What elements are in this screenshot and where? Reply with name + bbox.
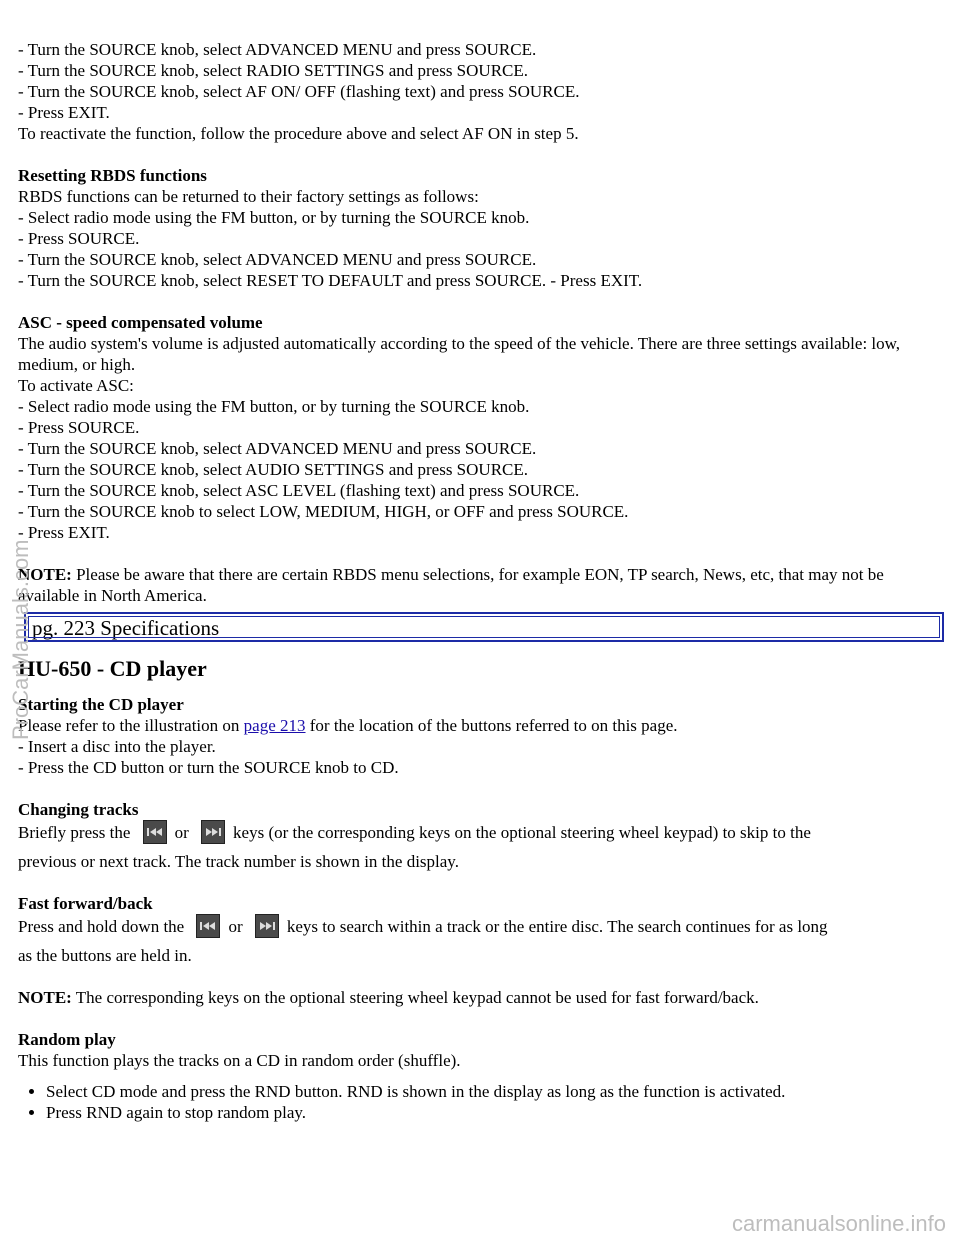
specifications-label: pg. 223 Specifications — [32, 616, 220, 640]
step-line: - Select radio mode using the FM button, or by turning the SOURCE knob. — [18, 208, 530, 227]
skip-back-icon — [196, 914, 220, 938]
step-line: - Turn the SOURCE knob, select ASC LEVEL (flashing text) and press SOURCE. — [18, 481, 580, 500]
reference-line — [18, 715, 938, 736]
step-line: - Select radio mode using the FM button, or by turning the SOURCE knob. — [18, 397, 530, 416]
reference-text: Please refer to the illustration on — [18, 716, 240, 735]
step-line: - Turn the SOURCE knob to select LOW, MEDIUM, HIGH, or OFF and press SOURCE. — [18, 502, 629, 521]
instruction-text: Briefly press the — [18, 823, 131, 842]
side-watermark: ProCarManuals.com — [8, 539, 33, 740]
skip-forward-icon — [201, 820, 225, 844]
starting-section — [18, 694, 938, 778]
fast-section — [18, 893, 938, 966]
document-page — [18, 39, 938, 1123]
note-steering-wheel — [18, 987, 938, 1008]
note-rbds — [18, 564, 938, 606]
step-line: - Turn the SOURCE knob, select RADIO SETTINGS and press SOURCE. — [18, 61, 528, 80]
instruction-line — [18, 820, 938, 844]
section-description: This function plays the tracks on a CD in random order (shuffle). — [18, 1051, 461, 1070]
page-213-link[interactable]: page 213 — [243, 716, 306, 735]
step-line: - Turn the SOURCE knob, select AF ON/ OFF (flashing text) and press SOURCE. — [18, 82, 580, 101]
instruction-text: or — [174, 823, 189, 842]
instruction-line: previous or next track. The track number is shown in the display. — [18, 852, 459, 871]
instruction-text: or — [228, 917, 243, 936]
note-label: NOTE: — [18, 565, 72, 584]
step-line: To reactivate the function, follow the procedure above and select AF ON in step 5. — [18, 124, 579, 143]
step-line: To activate ASC: — [18, 376, 134, 395]
step-line: - Press the CD button or turn the SOURCE knob to CD. — [18, 758, 399, 777]
step-line: RBDS functions can be returned to their factory settings as follows: — [18, 187, 479, 206]
page-title: HU-650 - CD player — [18, 656, 207, 681]
section-heading: Fast forward/back — [18, 894, 153, 913]
step-line: - Turn the SOURCE knob, select ADVANCED MENU and press SOURCE. — [18, 439, 537, 458]
rbds-section — [18, 165, 938, 291]
intro-steps — [18, 39, 938, 144]
skip-forward-icon — [255, 914, 279, 938]
section-heading: Starting the CD player — [18, 695, 184, 714]
step-line: - Turn the SOURCE knob, select ADVANCED MENU and press SOURCE. — [18, 40, 537, 59]
instruction-text: keys (or the corresponding keys on the optional steering wheel keypad) to skip to the — [233, 823, 811, 842]
skip-back-icon — [143, 820, 167, 844]
list-item: • Press RND again to stop random play. — [46, 1102, 938, 1123]
step-line: - Turn the SOURCE knob, select ADVANCED MENU and press SOURCE. — [18, 250, 537, 269]
bullet-list — [18, 1081, 938, 1123]
note-text: The corresponding keys on the optional steering wheel keypad cannot be used for fast forward/back. — [75, 988, 759, 1007]
step-line: - Press EXIT. — [18, 103, 110, 122]
random-section — [18, 1029, 938, 1123]
step-line: - Press SOURCE. — [18, 418, 140, 437]
asc-section — [18, 312, 938, 543]
reference-text: for the location of the buttons referred to on this page. — [309, 716, 678, 735]
step-line: - Turn the SOURCE knob, select RESET TO DEFAULT and press SOURCE. - Press EXIT. — [18, 271, 643, 290]
changing-section — [18, 799, 938, 872]
section-heading: Resetting RBDS functions — [18, 166, 207, 185]
step-line: - Press SOURCE. — [18, 229, 140, 248]
section-heading: ASC - speed compensated volume — [18, 313, 263, 332]
section-description: The audio system's volume is adjusted automatically according to the speed of the vehicle. There are three settings available: low, medium, or high. — [18, 334, 901, 374]
instruction-line — [18, 914, 938, 938]
step-line: - Turn the SOURCE knob, select AUDIO SETTINGS and press SOURCE. — [18, 460, 528, 479]
section-heading: Changing tracks — [18, 800, 139, 819]
footer-watermark: carmanualsonline.info — [731, 1211, 946, 1236]
instruction-line: as the buttons are held in. — [18, 946, 192, 965]
list-item: • Select CD mode and press the RND button. RND is shown in the display as long as the function is activated. — [46, 1081, 938, 1102]
note-label: NOTE: — [18, 988, 72, 1007]
step-line: - Press EXIT. — [18, 523, 110, 542]
note-text: Please be aware that there are certain RBDS menu selections, for example EON, TP search, News, etc, that may not be available in North America. — [18, 565, 884, 605]
instruction-text: Press and hold down the — [18, 917, 185, 936]
specifications-box — [24, 612, 944, 642]
instruction-text: keys to search within a track or the entire disc. The search continues for as long — [286, 917, 828, 936]
step-line: - Insert a disc into the player. — [18, 737, 216, 756]
section-heading: Random play — [18, 1030, 116, 1049]
